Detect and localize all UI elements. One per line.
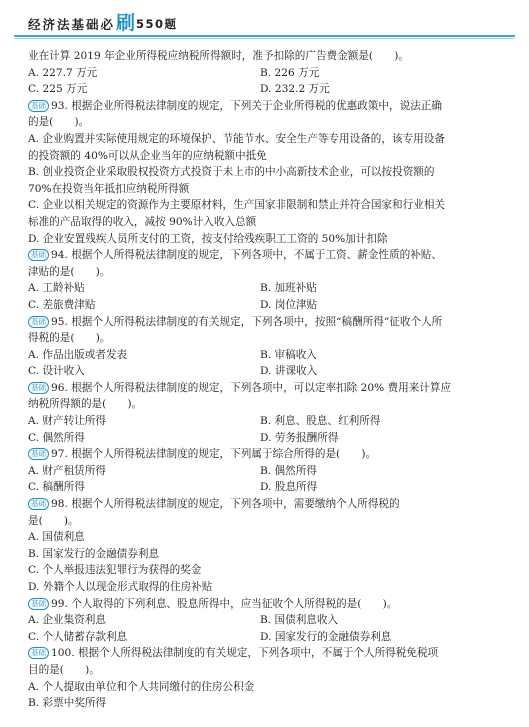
stem-line: 津贴的是( )。 (28, 265, 111, 278)
brush-glyph: 刷 (116, 12, 136, 34)
option-row (28, 65, 505, 82)
option-d: D. 232.2 万元 (260, 83, 330, 96)
option-d: D. 讲课收入 (260, 365, 318, 378)
option-line: D. 企业安置残疾人员所支付的工资，按支付给残疾职工工资的 50%加计扣除 (28, 232, 388, 245)
stem-line: 得税的是( )。 (28, 332, 111, 345)
basic-badge: 基础 (28, 249, 49, 261)
stem-line: 是( )。 (28, 514, 79, 527)
option-c: C. 个人储蓄存款利息 (28, 630, 128, 643)
option-c: C. 设计收入 (28, 365, 85, 378)
header-count: 550题 (136, 16, 178, 31)
option-b: B. 加班补贴 (260, 282, 317, 295)
option-a: A. 工龄补贴 (28, 282, 85, 295)
stem-line: 98. 根据个人所得税法律制度的规定，下列各项中，需要缴纳个人所得税的 (51, 498, 400, 511)
question-100-stem (28, 645, 505, 662)
option-line: B. 彩票中奖所得 (28, 697, 107, 710)
header-divider-thin (14, 38, 515, 39)
question-93-stem (28, 98, 505, 115)
option-a: A. 227.7 万元 (28, 66, 98, 79)
option-b: B. 国债利息收入 (260, 614, 339, 627)
stem-line: 纳税所得额的是( )。 (28, 398, 143, 411)
stem-line: 96. 根据个人所得税法律制度的规定，下列各项中，可以定率扣除 20% 费用来计算应 (51, 381, 452, 394)
option-row (28, 463, 505, 480)
option-line: D. 外籍个人以现金形式取得的住房补贴 (28, 581, 213, 593)
basic-badge: 基础 (28, 100, 49, 112)
basic-badge: 基础 (28, 498, 49, 510)
basic-badge: 基础 (28, 647, 49, 659)
option-d: D. 劳务报酬所得 (260, 431, 339, 444)
option-line: B. 创业投资企业采取股权投资方式投资于未上市的中小高新技术企业，可以按投资额的 (28, 166, 435, 179)
option-line: C. 个人举报违法犯罪行为获得的奖金 (28, 564, 202, 577)
basic-badge: 基础 (28, 448, 49, 460)
stem-line: 93. 根据企业所得税法律制度的规定，下列关于企业所得税的优惠政策中，说法正确 (51, 99, 442, 112)
option-c: C. 偶然所得 (28, 431, 85, 444)
option-a: A. 财产转让所得 (28, 415, 106, 428)
question-98-stem (28, 496, 505, 513)
question-96-stem (28, 380, 505, 397)
option-a: A. 企业集资利息 (28, 614, 106, 627)
option-line: 70%在投资当年抵扣应纳税所得额 (28, 182, 190, 195)
option-b: B. 偶然所得 (260, 464, 317, 477)
question-94-stem (28, 247, 505, 264)
stem-line: 99. 个人取得的下列利息、股息所得中，应当征收个人所得税的是( )。 (51, 597, 398, 610)
option-row (28, 297, 505, 314)
basic-badge: 基础 (28, 382, 49, 394)
option-line: A. 企业购置并实际使用规定的环境保护、节能节水、安全生产等专用设备的，该专用设备 (28, 132, 445, 145)
header-title: 经济法基础必 (28, 16, 116, 32)
header-divider (14, 35, 515, 37)
option-row (28, 413, 505, 430)
basic-badge: 基础 (28, 316, 49, 328)
question-95-stem (28, 314, 505, 331)
option-row (28, 347, 505, 364)
option-row (28, 363, 505, 380)
option-row (28, 479, 505, 496)
option-line: C. 企业以相关规定的资源作为主要原材料，生产国家非限制和禁止并符合国家和行业相关 (28, 199, 446, 212)
option-line: A. 国债利息 (28, 531, 85, 544)
option-d: D. 股息所得 (260, 481, 318, 494)
option-row (28, 629, 505, 646)
basic-badge: 基础 (28, 598, 49, 610)
continuation-line: 业在计算 2019 年企业所得税应纳税所得额时，准予扣除的广告费金额是( )。 (28, 50, 409, 62)
option-b: B. 利息、股息、红利所得 (260, 415, 381, 428)
option-line: 的投资额的 40%可以从企业当年的应纳税额中抵免 (28, 149, 267, 162)
option-a: A. 财产租赁所得 (28, 464, 106, 477)
stem-line: 95. 根据个人所得税法律制度的有关规定，下列各项中，按照“稿酬所得”征收个人所 (51, 315, 443, 328)
option-c: C. 225 万元 (28, 83, 88, 96)
option-row (28, 430, 505, 447)
option-row (28, 280, 505, 297)
stem-line: 94. 根据个人所得税法律制度的规定，下列各项中，不属于工资、薪金性质的补贴、 (51, 249, 442, 262)
question-list (28, 48, 505, 712)
option-line: 标准的产品取得的收入，减按 90%计入收入总额 (28, 215, 257, 228)
option-a: A. 作品出版或者发表 (28, 348, 128, 361)
option-line: B. 国家发行的金融债券利息 (28, 547, 160, 560)
option-b: B. 226 万元 (260, 66, 320, 79)
stem-line: 100. 根据个人所得税法律制度的有关规定，下列各项中，不属于个人所得税免税项 (51, 647, 439, 660)
option-d: D. 岗位津贴 (260, 298, 318, 311)
stem-line: 的是( )。 (28, 116, 90, 129)
option-line: A. 个人提取由单位和个人共同缴付的住房公积金 (28, 680, 255, 693)
page-header (28, 14, 178, 33)
question-97-stem (28, 446, 505, 463)
stem-line: 97. 根据个人所得税法律制度的规定，下列属于综合所得的是( )。 (51, 448, 377, 461)
option-row (28, 81, 505, 98)
option-d: D. 国家发行的金融债券利息 (260, 630, 392, 643)
option-b: B. 审稿收入 (260, 348, 317, 361)
question-99-stem (28, 596, 505, 613)
option-c: C. 稿酬所得 (28, 481, 85, 494)
option-row (28, 612, 505, 629)
stem-line: 目的是( )。 (28, 663, 100, 676)
option-c: C. 差旅费津贴 (28, 298, 96, 311)
